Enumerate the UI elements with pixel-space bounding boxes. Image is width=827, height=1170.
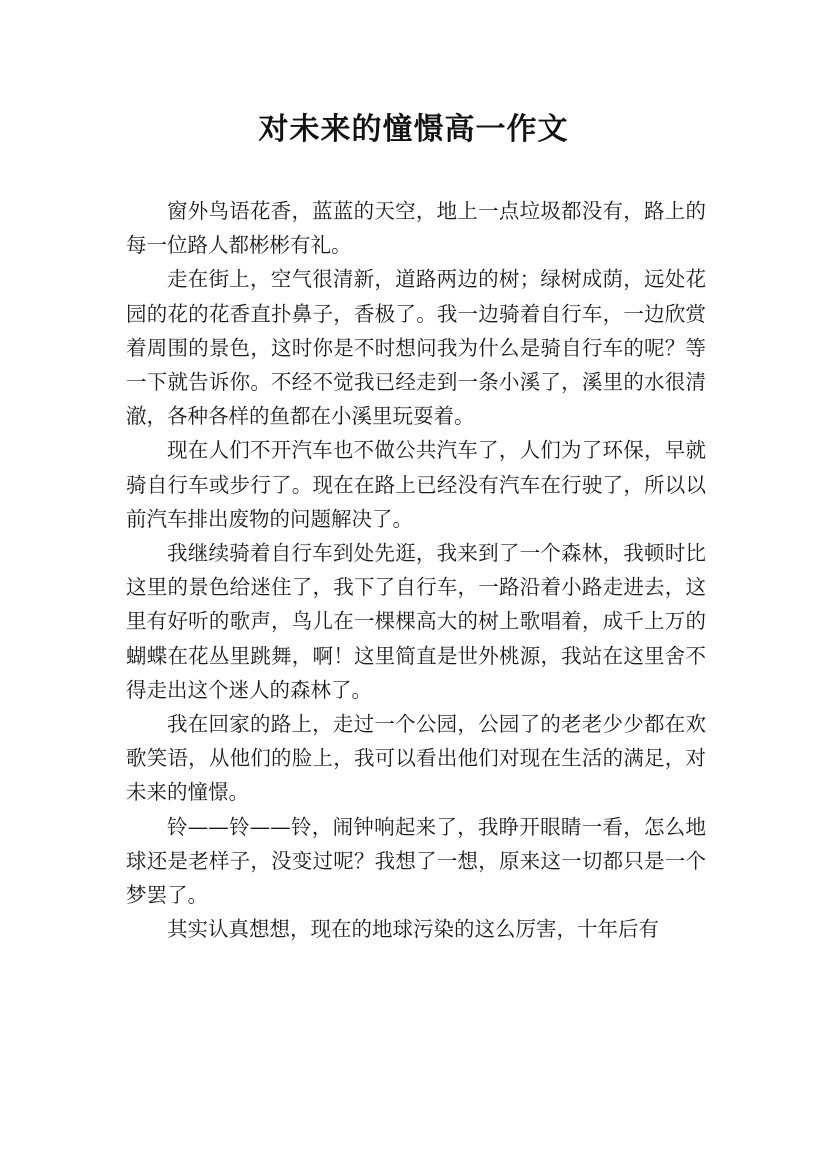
paragraph: 我继续骑着自行车到处先逛，我来到了一个森林，我顿时比这里的景色给迷住了，我下了自行车，一路沿着小路走进去，这里有好听的歌声，鸟儿在一棵棵高大的树上歌唱着，成千上万的蝴蝶在花丛里跳舞，啊！这里简直是世外桃源，我站在这里舍不得走出这个迷人的森林了。 [126,541,706,702]
essay-title: 对未来的憧憬高一作文 [258,112,569,147]
paragraph: 现在人们不开汽车也不做公共汽车了，人们为了环保，早就骑自行车或步行了。现在在路上已经没有汽车在行驶了，所以以前汽车排出废物的问题解决了。 [126,438,706,531]
paragraph: 我在回家的路上，走过一个公园，公园了的老老少少都在欢歌笑语，从他们的脸上，我可以看出他们对现在生活的满足，对未来的憧憬。 [126,712,706,805]
essay-body [126,194,706,946]
paragraph: 其实认真想想，现在的地球污染的这么厉害，十年后有 [167,917,659,942]
paragraph: 铃——铃——铃，闹钟响起来了，我睁开眼睛一看，怎么地球还是老样子，没变过呢？我想了一想，原来这一切都只是一个梦罢了。 [126,814,706,908]
paragraph: 走在街上，空气很清新，道路两边的树；绿树成荫，远处花园的花的花香直扑鼻子，香极了。我一边骑着自行车，一边欣赏着周围的景色，这时你是不时想问我为什么是骑自行车的呢？等一下就告诉你。不经不觉我已经走到一条小溪了，溪里的水很清澈，各种各样的鱼都在小溪里玩耍着。 [126,267,706,429]
paragraph: 窗外鸟语花香，蓝蓝的天空，地上一点垃圾都没有，路上的每一位路人都彬彬有礼。 [126,199,706,258]
